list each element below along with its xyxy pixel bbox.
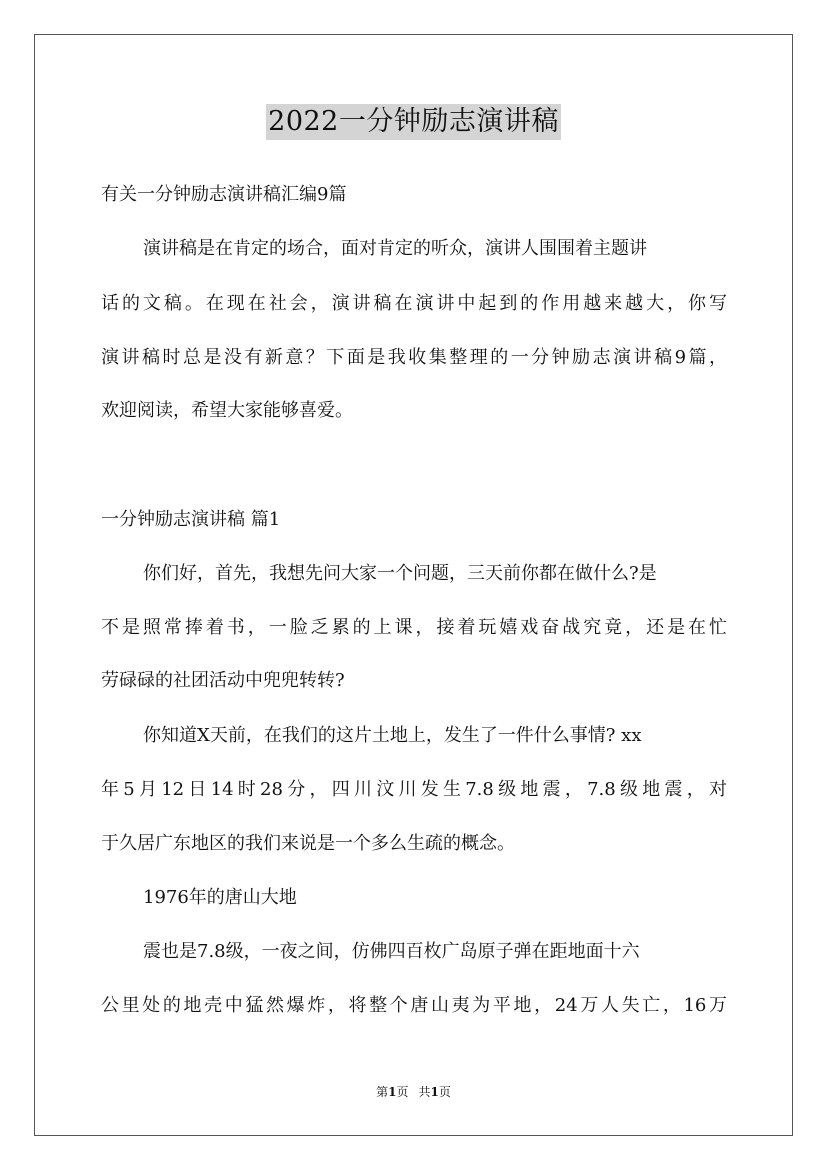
footer-page-suffix: 页 [396, 1085, 409, 1099]
paragraph-line: 演讲稿是在肯定的场合，面对肯定的听众，演讲人围围着主题讲 [143, 238, 647, 259]
subtitle-line: 有关一分钟励志演讲稿汇编9篇 [101, 184, 347, 205]
paragraph-line: 演讲稿时总是没有新意？下面是我收集整理的一分钟励志演讲稿9篇， [101, 347, 727, 368]
paragraph-line: 公里处的地壳中猛然爆炸，将整个唐山夷为平地，24万人失亡，16万 [101, 995, 727, 1016]
paragraph-line: 话的文稿。在现在社会，演讲稿在演讲中起到的作用越来越大，你写 [101, 293, 727, 314]
paragraph-line: 你知道X天前，在我们的这片土地上，发生了一件什么事情? xx [143, 725, 642, 746]
paragraph-line: 你们好，首先，我想先问大家一个问题，三天前你都在做什么?是 [143, 563, 657, 584]
paragraph-line: 1976年的唐山大地 [143, 887, 297, 908]
paragraph-line: 不是照常捧着书，一脸乏累的上课，接着玩嬉戏奋战究竟，还是在忙 [101, 617, 727, 638]
paragraph-line: 震也是7.8级，一夜之间，仿佛四百枚广岛原子弹在距地面十六 [143, 941, 640, 962]
paragraph-line: 于久居广东地区的我们来说是一个多么生疏的概念。 [101, 833, 515, 854]
title-wrap [0, 104, 827, 140]
footer-page-prefix: 第 [376, 1085, 389, 1099]
paragraph-line: 劳碌碌的社团活动中兜兜转转? [101, 670, 345, 691]
section-heading: 一分钟励志演讲稿 篇1 [101, 509, 281, 530]
footer-total-suffix: 页 [438, 1085, 451, 1099]
paragraph-line: 年5月12日14时28分，四川汶川发生7.8级地震，7.8级地震，对 [101, 779, 727, 800]
footer-total-prefix: 共 [418, 1085, 431, 1099]
footer-total-number: 1 [430, 1085, 439, 1099]
paragraph-line: 欢迎阅读，希望大家能够喜爱。 [101, 400, 353, 421]
page-footer [0, 1084, 827, 1100]
document-title: 2022一分钟励志演讲稿 [266, 104, 561, 140]
footer-page-number: 1 [388, 1085, 397, 1099]
